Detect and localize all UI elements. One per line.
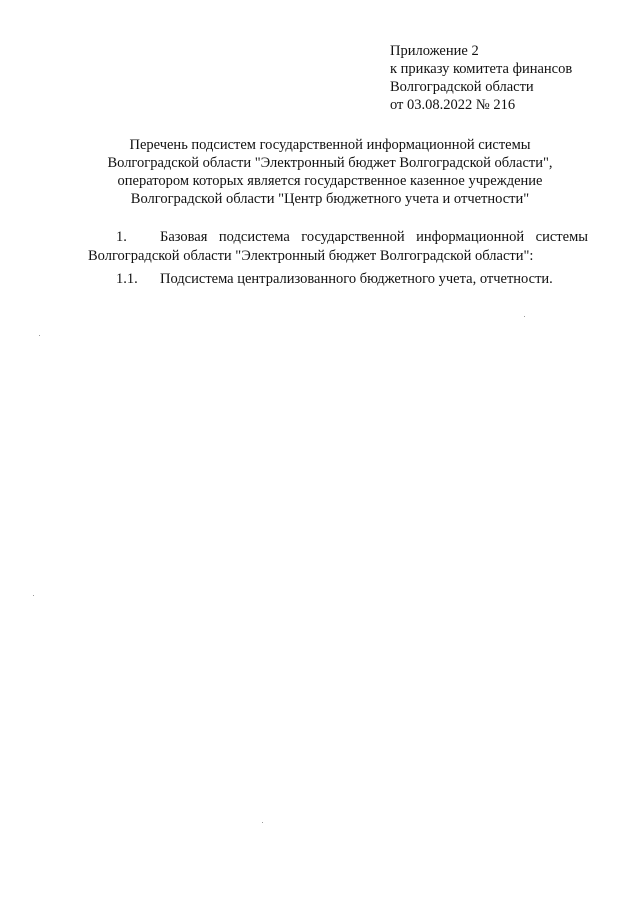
document-title (60, 136, 600, 208)
list-item-text: Подсистема централизованного бюджетного учета, отчетности. (160, 271, 553, 287)
title-line: оператором которых является государственное казенное учреждение (117, 173, 543, 189)
list-item-number: 1. (116, 229, 127, 245)
appendix-line: к приказу комитета финансов (390, 61, 573, 77)
list-item-number: 1.1. (116, 271, 138, 287)
title-line: Волгоградской области "Электронный бюджет Волгоградской области", (107, 155, 553, 171)
list-item-1-1 (116, 270, 596, 289)
list-item-1 (88, 228, 588, 265)
title-line: Волгоградской области "Центр бюджетного учета и отчетности" (130, 191, 530, 207)
title-line: Перечень подсистем государственной информационной системы (129, 137, 531, 153)
appendix-block (390, 42, 630, 114)
scan-speck (524, 316, 525, 317)
scan-speck (262, 822, 263, 823)
scan-speck (33, 595, 34, 596)
appendix-line: Волгоградской области (390, 79, 534, 95)
appendix-line: Приложение 2 (390, 43, 479, 59)
scan-speck (39, 335, 40, 336)
list-item-text: Базовая подсистема государственной информационной системы (160, 229, 588, 245)
appendix-line: от 03.08.2022 № 216 (390, 97, 516, 113)
list-item-text-continued: Волгоградской области "Электронный бюджет Волгоградской области": (88, 247, 534, 264)
